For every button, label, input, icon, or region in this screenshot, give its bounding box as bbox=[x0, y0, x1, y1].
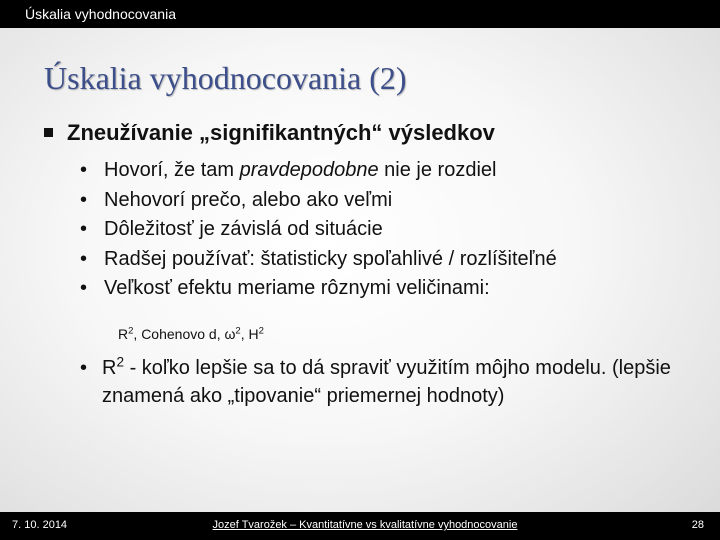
bullet-dot-icon: • bbox=[80, 188, 88, 211]
main-bullet-text: Zneužívanie „signifikantných“ výsledkov bbox=[67, 120, 495, 145]
list-item bbox=[80, 215, 557, 245]
bullet-dot-icon: • bbox=[80, 277, 88, 299]
page-number: 28 bbox=[691, 519, 704, 531]
list-item-text: Veľkosť efektu meriame rôznymi veličinami: bbox=[104, 277, 490, 299]
list-item bbox=[80, 186, 557, 216]
header-bar bbox=[0, 0, 720, 28]
square-bullet-icon bbox=[44, 128, 53, 137]
list-item bbox=[80, 245, 557, 275]
list-item bbox=[80, 274, 557, 304]
main-bullet bbox=[44, 118, 495, 148]
footer-author-title: Jozef Tvarožek – Kvantitatívne vs kvalitatívne vyhodnocovanie bbox=[212, 519, 518, 531]
r-squared-item: • $R^2$ - koľko lepšie sa to dá spraviť využitím môjho modelu. (lepšie znamená ako „tipovanie“ priemernej hodnoty) bbox=[80, 354, 671, 407]
list-item-text: Radšej používať: štatisticky spoľahlivé / rozlíšiteľné bbox=[104, 247, 557, 270]
emphasis-text: pravdepodobne bbox=[239, 159, 379, 181]
bullet-dot-icon: • bbox=[80, 357, 88, 379]
section-label: Úskalia vyhodnocovania bbox=[25, 6, 176, 22]
slide-title: Úskalia vyhodnocovania (2) bbox=[44, 60, 407, 96]
list-item bbox=[80, 156, 557, 186]
bullet-dot-icon: • bbox=[80, 247, 88, 270]
list-item-text: Nehovorí prečo, alebo ako veľmi bbox=[104, 188, 393, 211]
bullet-dot-icon: • bbox=[80, 218, 88, 240]
list-item-text: Dôležitosť je závislá od situácie bbox=[104, 218, 383, 240]
footer-date: 7. 10. 2014 bbox=[12, 519, 68, 531]
effect-size-measures: $R^2$, Cohenovo d, $\omega^2$, $H^2$ bbox=[118, 325, 264, 342]
bullet-list bbox=[80, 156, 557, 304]
list-item-text: Hovorí, že tam pravdepodobne nie je rozdiel bbox=[104, 159, 497, 181]
r-squared-text: - koľko lepšie sa to dá spraviť využitím môjho modelu. (lepšie znamená ako „tipovanie“ priemernej hodnoty) bbox=[102, 357, 671, 407]
bullet-dot-icon: • bbox=[80, 159, 88, 181]
